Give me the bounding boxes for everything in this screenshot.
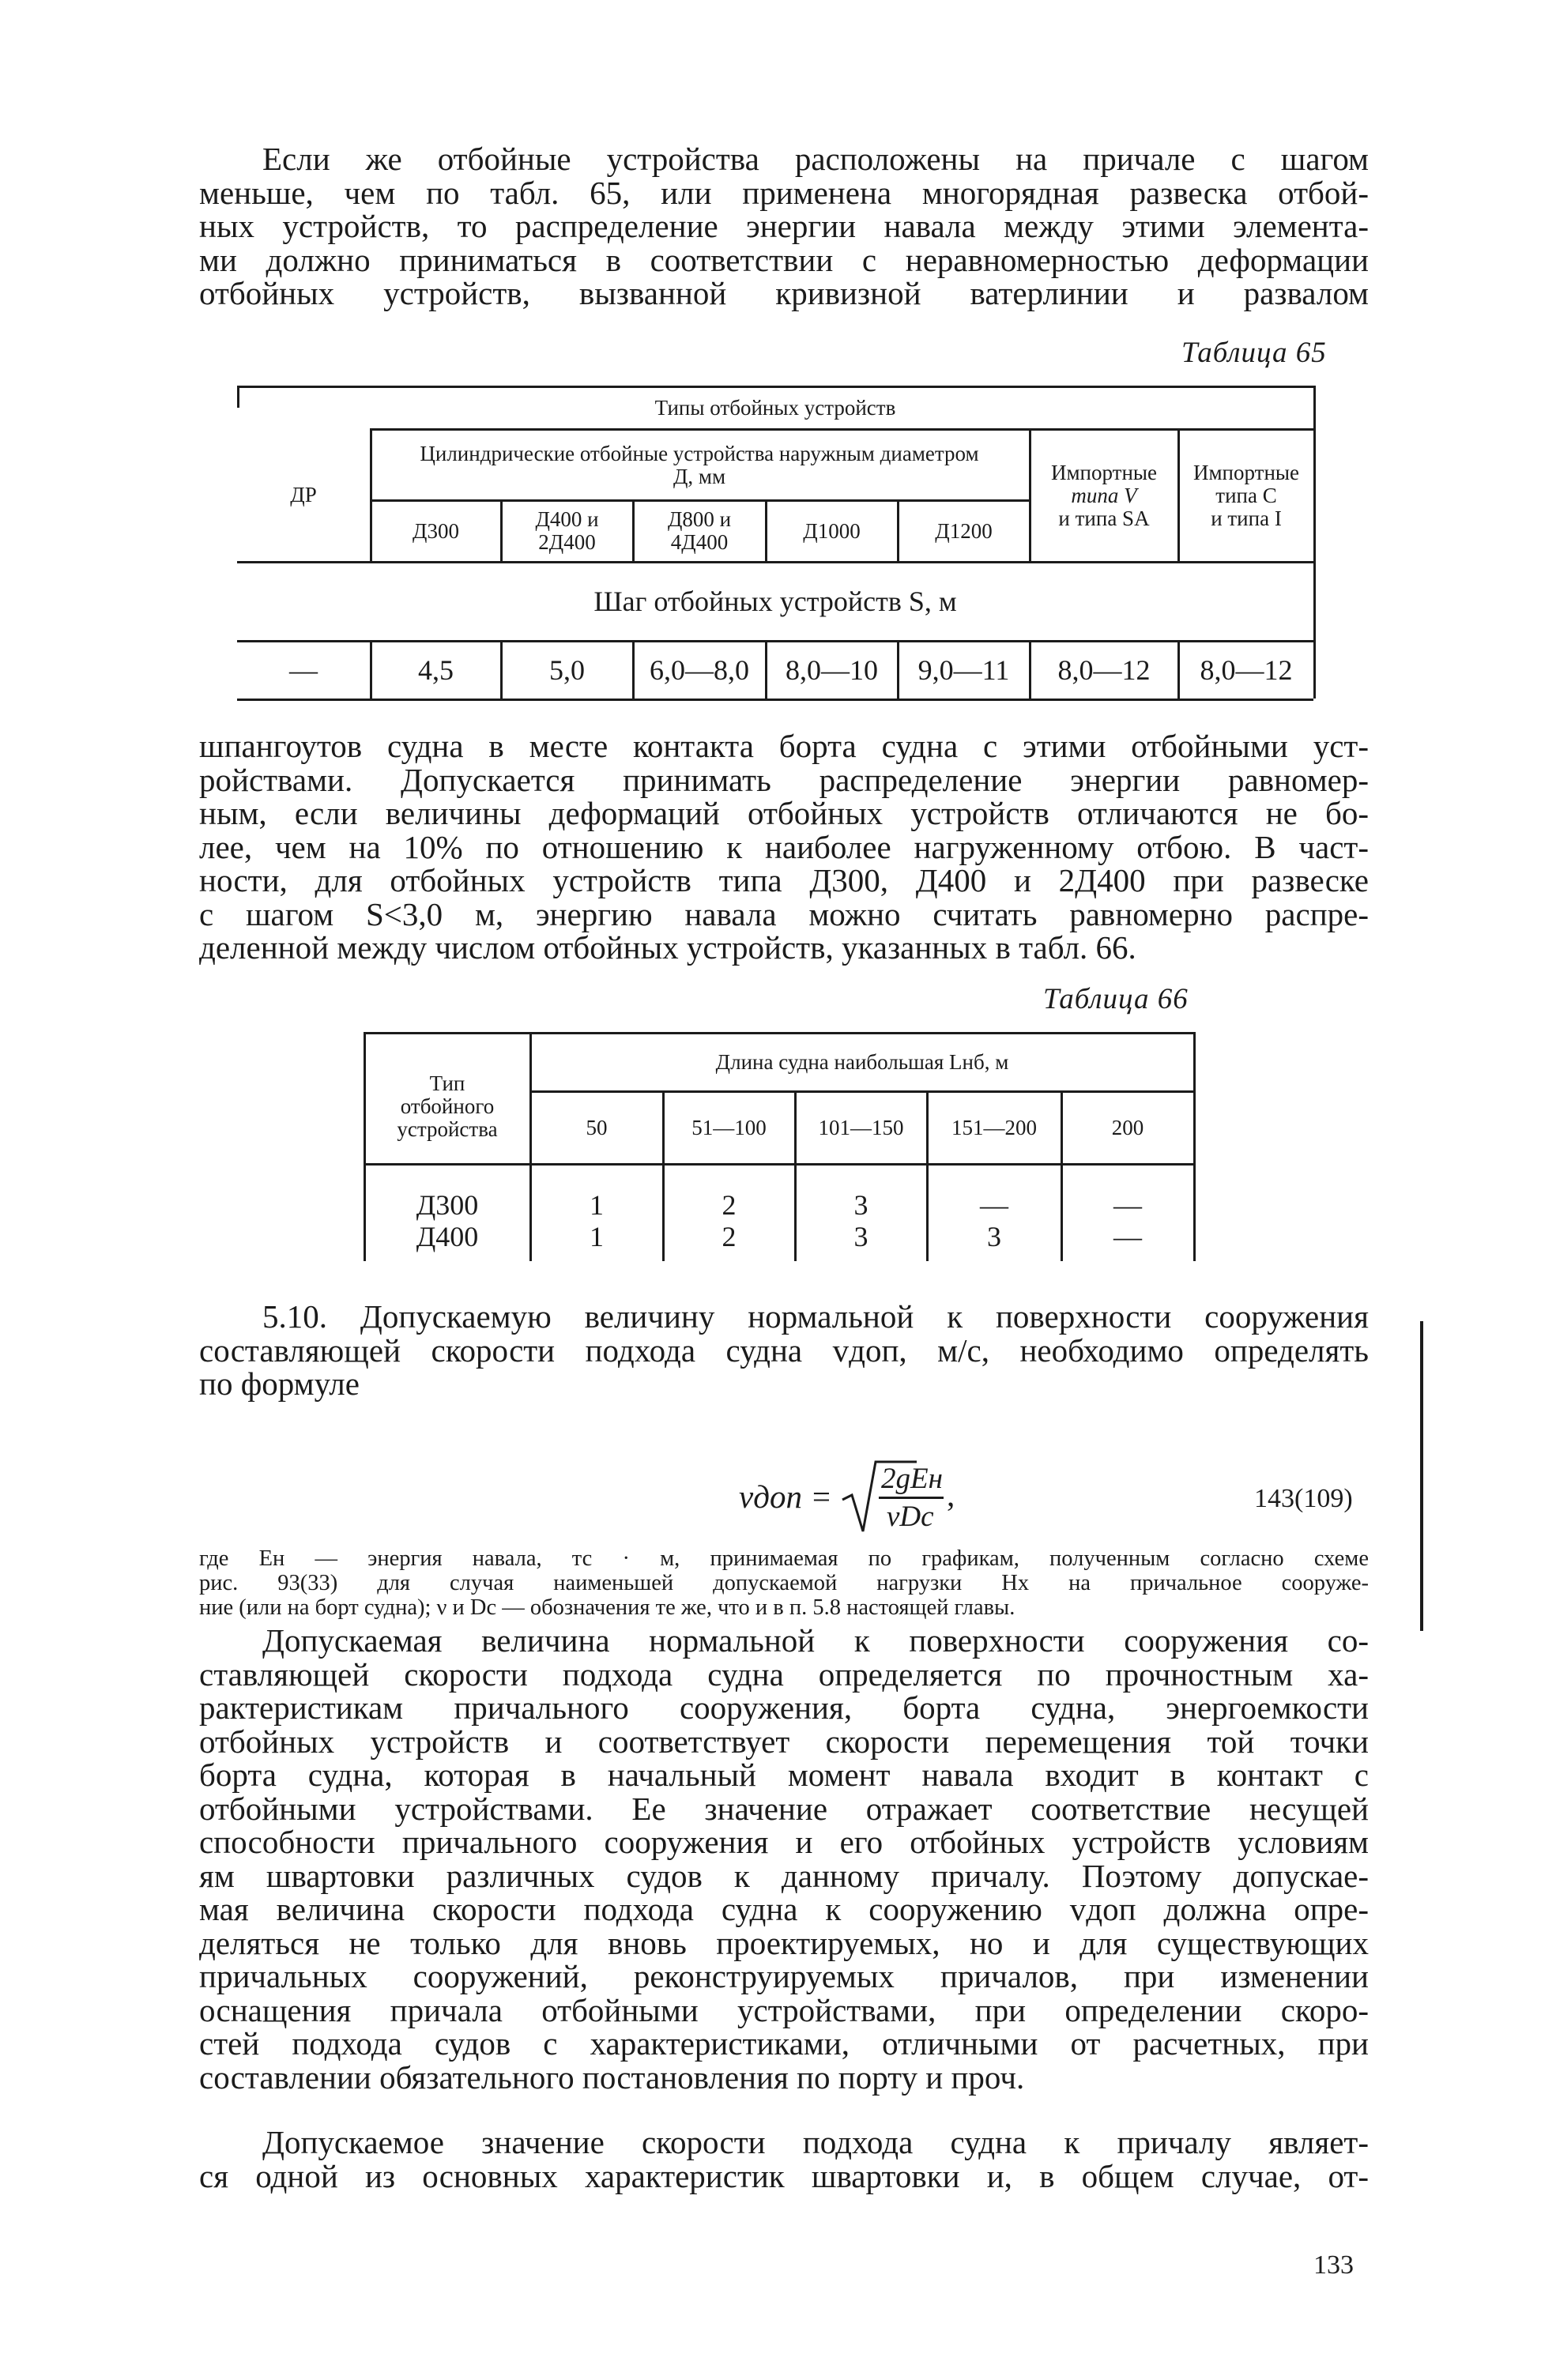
table-cell: 4,5 — [418, 653, 454, 686]
formula-note — [199, 1546, 1369, 1620]
paragraph-top — [199, 142, 1369, 311]
step-label: Шаг отбойных устройств S, м — [593, 585, 957, 617]
text-line: лее, чем на 10% по отношению к наиболее нагруженному отбою. В част- — [199, 828, 1369, 865]
formula-lhs: vдоп = — [739, 1478, 832, 1515]
text-line: Если же отбойные устройства расположены на причале с шагом — [262, 141, 1369, 177]
text-line: ности, для отбойных устройств типа Д300, Д400 и 2Д400 при развеске — [199, 862, 1369, 898]
text-line: где Eн — энергия навала, тс · м, принимаемая по графикам, полученным согласно схеме — [199, 1546, 1369, 1571]
text-line: Допускаемое значение скорости подхода судна к причалу являет- — [262, 2124, 1369, 2160]
text-line: 5.10. Допускаемую величину нормальной к поверхности сооружения — [262, 1298, 1369, 1335]
text-line: борта судна, которая в начальный момент навала входит в контакт с — [199, 1757, 1369, 1793]
margin-bar — [1420, 1321, 1423, 1631]
col-header: 50 — [586, 1115, 608, 1139]
header-types: Типы отбойных устройств — [654, 395, 896, 420]
text-line: составляющей скорости подхода судна vдоп, м/с, необходимо определять — [199, 1331, 1369, 1369]
table-cell: 8,0—12 — [1057, 653, 1151, 686]
header-d300: Д300 — [413, 518, 459, 543]
equation-number: 143(109) — [1254, 1484, 1353, 1513]
text-line: ных устройств, то распределение энергии навала между этими элемента- — [199, 208, 1369, 244]
formula-numerator: 2gEн — [881, 1463, 943, 1495]
text-line: отбойных устройств, вызванной кривизной ватерлинии и развалом — [199, 275, 1369, 311]
text-line: отбойных устройств и соответствует скорости перемещения той точки — [199, 1723, 1369, 1760]
text-line: шпангоутов судна в месте контакта борта судна с этими отбойными уст- — [199, 728, 1369, 764]
text-line: ставляющей скорости подхода судна определяется по прочностным ха- — [199, 1655, 1369, 1693]
table-cell: — — — [1113, 1189, 1142, 1252]
table-cell: 9,0—11 — [917, 653, 1010, 686]
table-cell: 8,0—10 — [786, 653, 878, 686]
formula-comma: , — [947, 1477, 955, 1513]
text-line: рактеристикам причального сооружения, борта судна, энергоемкости — [199, 1689, 1369, 1726]
table-cell: 5,0 — [549, 653, 585, 686]
text-line: причальных сооружений, реконструируемых причалов, при изменении — [199, 1958, 1369, 1994]
table-cell: 8,0—12 — [1200, 653, 1293, 686]
table-cell: 3 3 — [853, 1189, 868, 1252]
page-number: 133 — [1313, 2250, 1354, 2280]
table-cell: — — [289, 653, 318, 686]
header-d1200: Д1200 — [935, 518, 993, 543]
text-line: ся одной из основных характеристик швартовки и, в общем случае, от- — [199, 2157, 1369, 2194]
paragraph-5-10 — [199, 1300, 1369, 1401]
header-dr: ДР — [290, 482, 317, 507]
text-line: оснащения причала отбойными устройствами, при определении скоро- — [199, 1991, 1369, 2028]
table-cell: — 3 — [980, 1189, 1008, 1252]
header-type: Тип отбойного устройства — [397, 1071, 498, 1141]
header-d1000: Д1000 — [803, 518, 861, 543]
formula-denominator: νDс — [887, 1501, 934, 1533]
paragraph-middle — [199, 729, 1369, 965]
text-line: по формуле — [199, 1365, 360, 1402]
text-line: мая величина скорости подхода судна к сооружению vдоп должна опре- — [199, 1891, 1369, 1927]
text-line: способности причального сооружения и его отбойных устройств условиям — [199, 1824, 1369, 1860]
text-line: ми должно приниматься в соответствии с неравномерностью деформации — [199, 241, 1369, 278]
text-line: рис. 93(33) для случая наименьшей допускаемой нагрузки Hx на причальное сооруже- — [199, 1571, 1369, 1595]
text-line: с шагом S<3,0 м, энергию навала можно считать равномерно распре- — [199, 895, 1369, 932]
text-line: ройствами. Допускается принимать распределение энергии равномер- — [199, 761, 1369, 798]
text-line: стей подхода судов с характеристиками, отличными от расчетных, при — [199, 2025, 1369, 2062]
header-cylindrical: Цилиндрические отбойные устройства наружным диаметром Д, мм — [420, 442, 979, 488]
text-line: деляться не только для вновь проектируемых, но и для существующих — [199, 1924, 1369, 1961]
text-line: ным, если величины деформаций отбойных устройств отличаются не бо- — [199, 795, 1369, 831]
header-import-v: Импортные типа V и типа SA — [1050, 460, 1158, 530]
header-length: Длина судна наибольшая Lнб, м — [715, 1049, 1009, 1074]
header-d400: Д400 и 2Д400 — [535, 507, 599, 554]
paragraph-allowed-velocity — [199, 1624, 1369, 2094]
header-d800: Д800 и 4Д400 — [667, 507, 732, 554]
text-line: составлении обязательного постановления по порту и проч. — [199, 2058, 1025, 2096]
text-line: отбойными устройствами. Ее значение отражает соответствие несущей — [199, 1790, 1369, 1827]
table-65-caption: Таблица 65 — [1181, 337, 1327, 369]
col-header: 151—200 — [951, 1115, 1037, 1139]
text-line: меньше, чем по табл. 65, или применена многорядная развеска отбой- — [199, 174, 1369, 211]
col-header: 101—150 — [818, 1115, 904, 1139]
text-line: Допускаемая величина нормальной к поверхности сооружения со- — [262, 1622, 1369, 1659]
col-header: 51—100 — [691, 1115, 767, 1139]
paragraph-last — [199, 2126, 1369, 2193]
table-cell: 6,0—8,0 — [650, 653, 749, 686]
header-import-c: Импортные типа C и типа I — [1192, 460, 1300, 530]
table-cell: 2 2 — [722, 1189, 737, 1252]
col-header: 200 — [1111, 1115, 1144, 1139]
text-line: ние (или на борт судна); ν и Dс — обозначения те же, что и в п. 5.8 настоящей главы. — [199, 1595, 1015, 1620]
table-cell: 1 1 — [590, 1189, 604, 1252]
table-66-caption: Таблица 66 — [1043, 983, 1189, 1015]
text-line: деленной между числом отбойных устройств, указанных в табл. 66. — [199, 929, 1136, 966]
text-line: ям швартовки различных судов к данному причалу. Поэтому допускае- — [199, 1857, 1369, 1894]
row-types: Д300 Д400 — [416, 1189, 479, 1252]
